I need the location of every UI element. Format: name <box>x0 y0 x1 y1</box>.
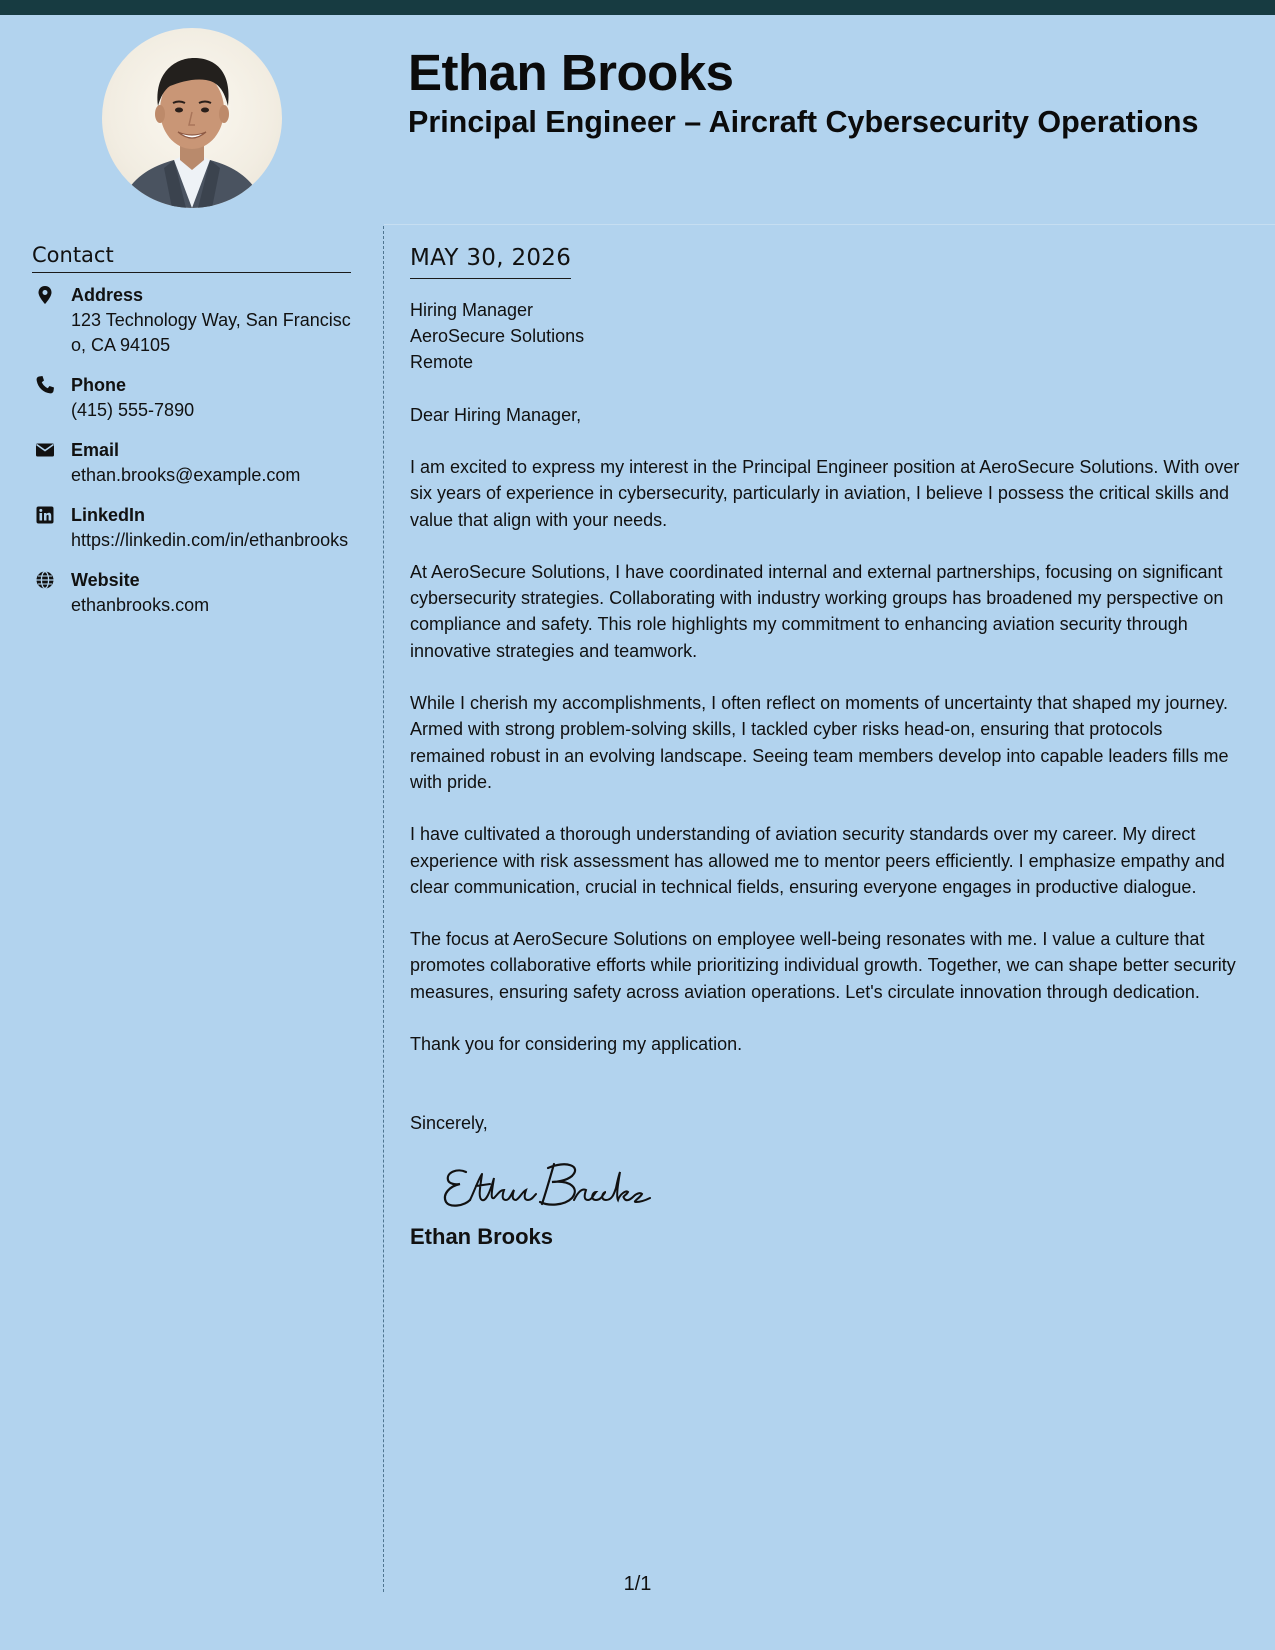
contact-value-phone: (415) 555-7890 <box>71 400 195 420</box>
recipient-block <box>410 297 1240 375</box>
contact-sidebar <box>32 240 351 633</box>
recipient-company: AeroSecure Solutions <box>410 326 585 346</box>
globe-icon <box>35 570 55 590</box>
phone-icon <box>35 375 55 395</box>
contact-value-email[interactable]: ethan.brooks@example.com <box>71 465 301 485</box>
letter-body <box>410 242 1240 1252</box>
letter-paragraph: I have cultivated a thorough understanding of aviation security standards over my career. My direct experience with risk assessment has allowed me to mentor peers efficiently. I emphasize empathy and clear communication, crucial in technical fields, ensuring everyone engages in productive dialogue. <box>410 824 1225 897</box>
top-accent-bar <box>0 0 1275 15</box>
contact-label-address: Address <box>71 285 144 305</box>
letter-date: MAY 30, 2026 <box>410 242 571 279</box>
contact-label-email: Email <box>71 440 120 460</box>
envelope-icon <box>35 440 55 460</box>
profile-photo <box>102 28 282 208</box>
applicant-job-title: Principal Engineer – Aircraft Cybersecurity Operations <box>408 105 1199 139</box>
contact-item-phone <box>32 373 351 423</box>
contact-heading: Contact <box>32 240 351 273</box>
letter-paragraph: Thank you for considering my application. <box>410 1034 743 1055</box>
contact-item-linkedin <box>32 503 351 553</box>
closing: Sincerely, <box>410 1113 488 1134</box>
contact-value-website[interactable]: ethanbrooks.com <box>71 595 210 615</box>
column-divider <box>383 226 384 1592</box>
contact-item-address <box>32 283 351 358</box>
contact-item-email <box>32 438 351 488</box>
applicant-name: Ethan Brooks <box>408 44 734 101</box>
recipient-title: Hiring Manager <box>410 300 534 320</box>
contact-label-phone: Phone <box>71 375 127 395</box>
signature-graphic <box>436 1154 676 1214</box>
letter-paragraph: I am excited to express my interest in the Principal Engineer position at AeroSecure Solutions. With over six years of experience in cybersecurity, particularly in aviation, I believe I possess the critical skills and value that align with your needs. <box>410 457 1240 530</box>
recipient-location: Remote <box>410 352 474 372</box>
contact-value-address: 123 Technology Way, San Francisco, CA 94105 <box>71 310 351 355</box>
letter-paragraph: The focus at AeroSecure Solutions on employee well-being resonates with me. I value a culture that promotes collaborative efforts while prioritizing individual growth. Together, we can shape better security measures, ensuring safety across aviation operations. Let's circulate innovation through dedication. <box>410 929 1236 1002</box>
profile-photo-illustration <box>102 28 282 208</box>
header-divider <box>384 224 1275 225</box>
map-pin-icon <box>35 285 55 305</box>
contact-label-website: Website <box>71 570 140 590</box>
signed-name: Ethan Brooks <box>410 1224 554 1250</box>
letter-paragraph: At AeroSecure Solutions, I have coordinated internal and external partnerships, focusing on significant cybersecurity strategies. Collaborating with industry working groups has broadened my perspective on compliance and safety. This role highlights my commitment to enhancing aviation security through innovative strategies and teamwork. <box>410 561 1224 661</box>
linkedin-icon <box>35 505 55 525</box>
letter-paragraph: While I cherish my accomplishments, I often reflect on moments of uncertainty that shaped my journey. Armed with strong problem-solving skills, I tackled cyber risks head-on, ensuring that protocols remained robust in an evolving landscape. Seeing team members develop into capable leaders fills me with pride. <box>410 693 1229 792</box>
contact-item-website <box>32 568 351 618</box>
contact-value-linkedin[interactable]: https://linkedin.com/in/ethanbrooks <box>71 530 349 550</box>
salutation: Dear Hiring Manager, <box>410 405 582 425</box>
page-number: 1/1 <box>623 1573 652 1595</box>
contact-label-linkedin: LinkedIn <box>71 505 146 525</box>
handwritten-signature <box>436 1154 1240 1214</box>
